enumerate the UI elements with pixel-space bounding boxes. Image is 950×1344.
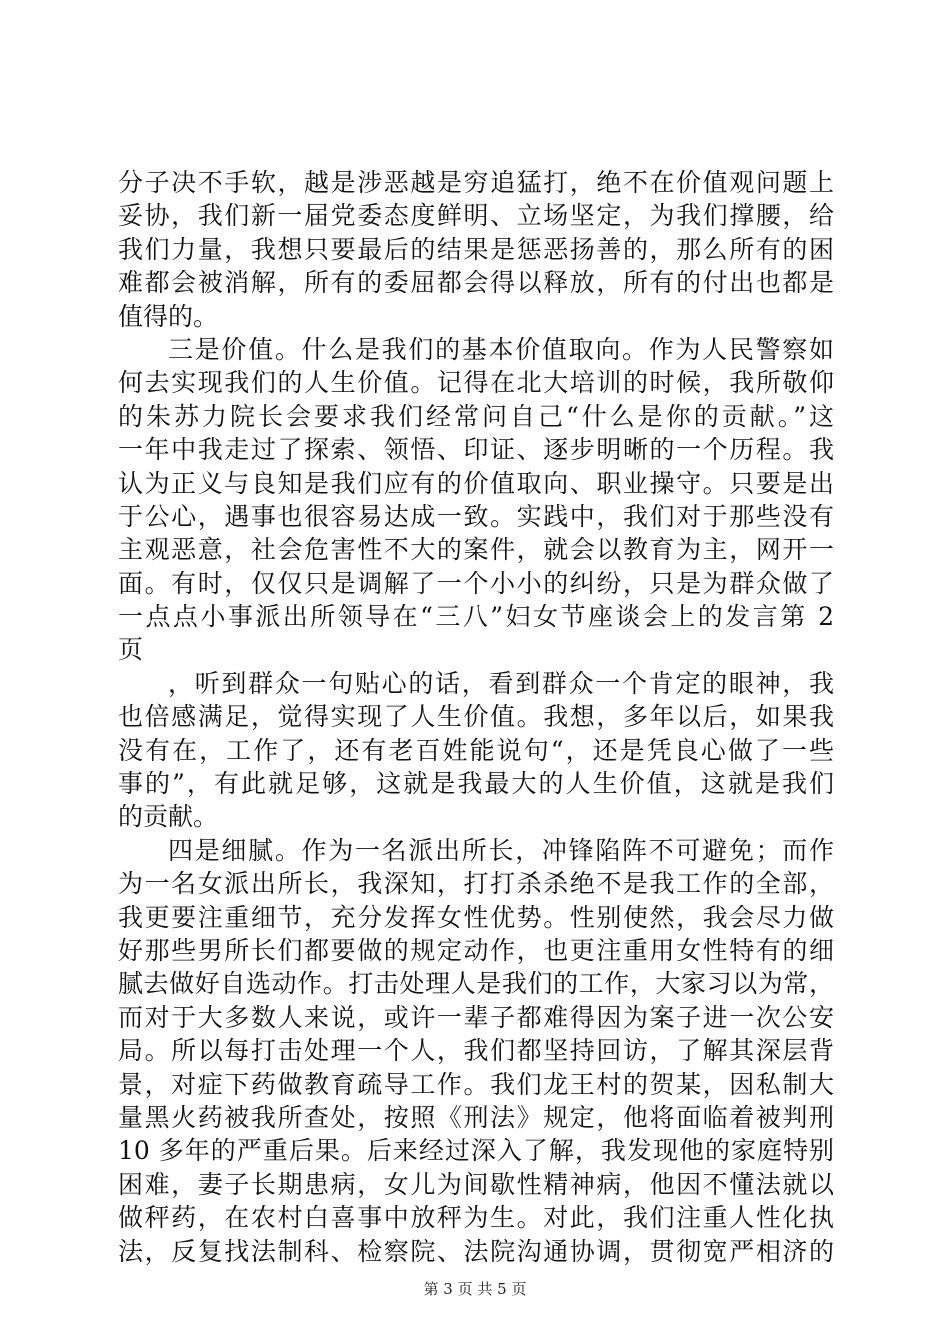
text-line: 困难，妻子长期患病，女儿为间歇性精神病，他因不懂法就以	[118, 1169, 834, 1199]
paragraph-start-line: 三是价值。什么是我们的基本价值取向。作为人民警察如	[168, 334, 834, 364]
page-number-indicator: 第 3 页 共 5 页	[423, 1280, 527, 1298]
text-line: 妥协，我们新一届党委态度鲜明、立场坚定，为我们撑腰，给	[118, 201, 834, 231]
paragraph-start-line: ，听到群众一句贴心的话，看到群众一个肯定的眼神，我	[168, 668, 834, 698]
text-line: 做秤药，在农村白喜事中放秤为生。对此，我们注重人性化执	[118, 1203, 834, 1233]
text-line: 分子决不手软，越是涉恶越是穷追猛打，绝不在价值观问题上	[118, 168, 834, 197]
text-line: 主观恶意，社会危害性不大的案件，就会以教育为主，网开一	[118, 535, 834, 565]
text-line: 一点点小事派出所领导在“三八”妇女节座谈会上的发言第 2	[118, 602, 834, 632]
text-line: 量黑火药被我所查处，按照《刑法》规定，他将面临着被判刑	[118, 1102, 834, 1132]
text-line: 没有在，工作了，还有老百姓能说句“，还是凭良心做了一些	[118, 735, 834, 765]
text-line: 一年中我走过了探索、领悟、印证、逐步明晰的一个历程。我	[118, 435, 834, 465]
document-body	[118, 166, 834, 1268]
text-line: 局。所以每打击处理一个人，我们都坚持回访，了解其深层背	[118, 1036, 834, 1066]
text-line: 也倍感满足，觉得实现了人生价值。我想，多年以后，如果我	[118, 702, 834, 732]
text-line: 页	[118, 635, 144, 665]
paragraph-start-line: 四是细腻。作为一名派出所长，冲锋陷阵不可避免；而作	[168, 835, 834, 865]
text-line: 而对于大多数人来说，或许一辈子都难得因为案子进一次公安	[118, 1002, 834, 1032]
text-line: 值得的。	[118, 301, 219, 331]
text-line: 的贡献。	[118, 802, 219, 832]
text-line: 我们力量，我想只要最后的结果是惩恶扬善的，那么所有的困	[118, 234, 834, 264]
text-line: 难都会被消解，所有的委屈都会得以释放，所有的付出也都是	[118, 268, 834, 298]
text-line: 我更要注重细节，充分发挥女性优势。性别使然，我会尽力做	[118, 902, 834, 932]
text-line: 的朱苏力院长会要求我们经常问自己“什么是你的贡献。”这	[118, 401, 834, 431]
text-line: 法，反复找法制科、检察院、法院沟通协调，贯彻宽严相济的	[118, 1236, 834, 1266]
page-footer	[0, 1278, 950, 1299]
text-line: 面。有时，仅仅只是调解了一个小小的纠纷，只是为群众做了	[118, 568, 834, 598]
text-line: 为一名女派出所长，我深知，打打杀杀绝不是我工作的全部，	[118, 869, 834, 899]
text-line: 事的”，有此就足够，这就是我最大的人生价值，这就是我们	[118, 769, 834, 799]
text-line: 认为正义与良知是我们应有的价值取向、职业操守。只要是出	[118, 468, 834, 498]
text-line: 10 多年的严重后果。后来经过深入了解，我发现他的家庭特别	[118, 1136, 834, 1166]
text-line: 腻去做好自选动作。打击处理人是我们的工作，大家习以为常，	[118, 969, 834, 999]
text-line: 于公心，遇事也很容易达成一致。实践中，我们对于那些没有	[118, 501, 834, 531]
text-line: 景，对症下药做教育疏导工作。我们龙王村的贺某，因私制大	[118, 1069, 834, 1099]
text-line: 好那些男所长们都要做的规定动作，也更注重用女性特有的细	[118, 935, 834, 965]
text-line: 何去实现我们的人生价值。记得在北大培训的时候，我所敬仰	[118, 368, 834, 398]
